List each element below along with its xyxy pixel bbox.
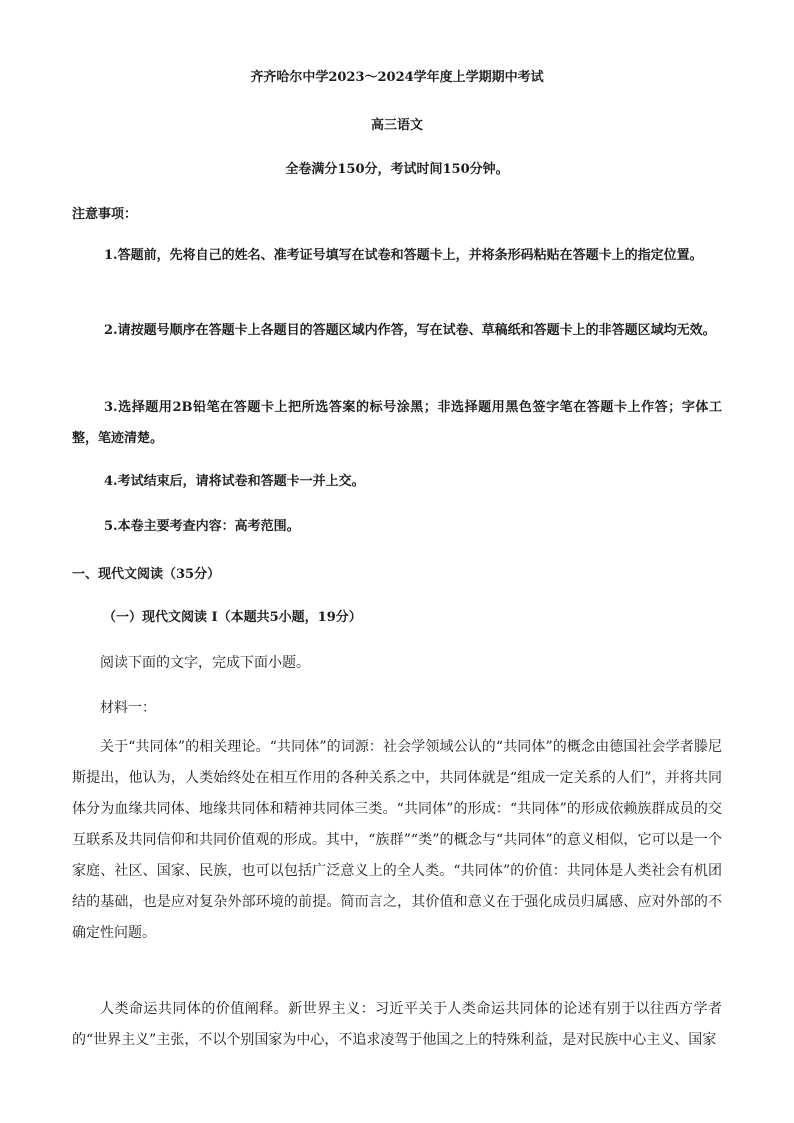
subject-title: 高三语文 [370, 118, 423, 133]
section-heading: 一、现代文阅读（35分） [72, 567, 221, 582]
notes-item-3: 3.选择题用2B铅笔在答题卡上把所选答案的标号涂黑；非选择题用黑色签字笔在答题卡上作答；字体工整，笔迹清楚。 [72, 400, 722, 446]
sub-section-heading: （一）现代文阅读 I（本题共5小题，19分） [103, 610, 362, 625]
score-time-line: 全卷满分150分，考试时间150分钟。 [285, 162, 509, 177]
notes-item-1: 1.答题前，先将自己的姓名、准考证号填写在试卷和答题卡上，并将条形码粘贴在答题卡上的指定位置。 [104, 248, 703, 263]
notes-item-4: 4.考试结束后，请将试卷和答题卡一并上交。 [104, 474, 365, 489]
notes-item-2: 2.请按题号顺序在答题卡上各题目的答题区域内作答，写在试卷、草稿纸和答题卡上的非答题区域均无效。 [104, 323, 716, 338]
notes-item-5: 5.本卷主要考查内容：高考范围。 [104, 519, 300, 534]
reading-instruction: 阅读下面的文字，完成下面小题。 [100, 655, 310, 671]
material-paragraph-2: 人类命运共同体的价值阐释。新世界主义：习近平关于人类命运共同体的论述有别于以往西方学者的“世界主义”主张，不以个别国家为中心，不追求凌驾于他国之上的特殊利益，是对民族中心主义、国家 [72, 1001, 722, 1048]
material-label: 材料一： [100, 700, 156, 716]
notes-heading: 注意事项： [72, 207, 138, 222]
material-paragraph-1: 关于“共同体”的相关理论。“共同体”的词源：社会学领域公认的“共同体”的概念由德国社会学者滕尼斯提出，他认为，人类始终处在相互作用的各种关系之中，共同体就是“组成一定关系的人们”，并将共同体分为血缘共同体、地缘共同体和精神共同体三类。“共同体”的形成：“共同体”的形成依赖族群成员的交互联系及共同信仰和共同价值观的形成。其中，“族群”“类”的概念与“共同体”的意义相似，它可以是一个家庭、社区、国家、民族，也可以包括广泛意义上的全人类。“共同体”的价值：共同体是人类社会有机团结的基础，也是应对复杂外部环境的前提。简而言之，其价值和意义在于强化成员归属感、应对外部的不确定性问题。 [72, 739, 722, 941]
exam-title: 齐齐哈尔中学2023～2024学年度上学期期中考试 [250, 70, 544, 85]
